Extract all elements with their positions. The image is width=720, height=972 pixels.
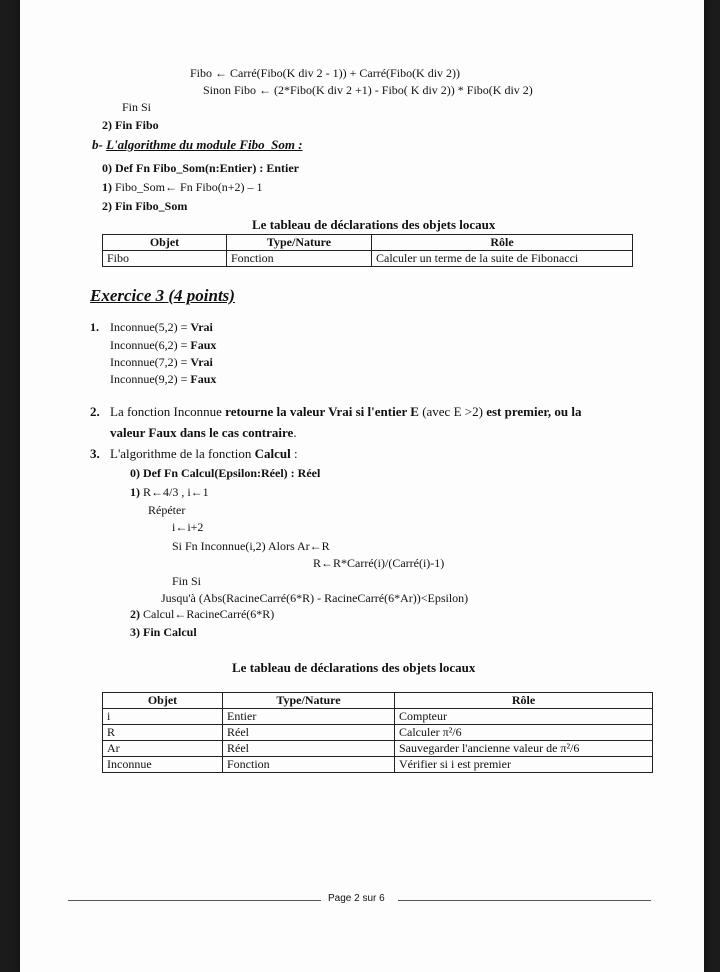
declarations-table-2: [102, 692, 653, 773]
fibo-fin-si: Fin Si: [122, 100, 152, 114]
q1-line-3: Inconnue(7,2) = Vrai: [110, 355, 213, 369]
calcul-jusqua: Jusqu'à (Abs(RacineCarré(6*R) - RacineCarré(6*Ar))<Epsilon): [161, 591, 469, 605]
fibo-step2: 2) Fin Fibo: [102, 118, 159, 132]
q3-number: 3.: [90, 446, 100, 461]
header-type: Type/Nature: [227, 235, 372, 251]
table-row: R Réel Calculer π²/6: [103, 725, 653, 741]
calcul-si: Si Fn Inconnue(i,2) Alors Ar←R: [172, 539, 330, 553]
q1-line-1: Inconnue(5,2) = Vrai: [110, 320, 213, 334]
section-b-step-1: 1) Fibo_Som← Fn Fibo(n+2) – 1: [102, 180, 263, 194]
page-number: Page 2 sur 6: [328, 893, 385, 904]
table-row: i Entier Compteur: [103, 709, 653, 725]
declarations-table-1: [102, 234, 633, 267]
q2-text-line-2: valeur Faux dans le cas contraire.: [110, 425, 297, 440]
table1-caption: Le tableau de déclarations des objets locaux: [252, 217, 496, 232]
calcul-step-3: 3) Fin Calcul: [130, 625, 197, 639]
table2-caption: Le tableau de déclarations des objets locaux: [232, 660, 476, 675]
q3-heading: L'algorithme de la fonction Calcul :: [110, 446, 298, 461]
calcul-step-0: 0) Def Fn Calcul(Epsilon:Réel) : Réel: [130, 466, 321, 480]
calcul-step-1: 1) R←4/3 , i←1: [130, 485, 209, 499]
calcul-fin-si: Fin Si: [172, 574, 202, 588]
exercice-3-title: Exercice 3 (4 points): [90, 286, 235, 305]
section-b-step-2: 2) Fin Fibo_Som: [102, 199, 188, 213]
table-header-row: [103, 235, 633, 251]
q1-number: 1.: [90, 320, 99, 334]
document-page: [20, 0, 704, 972]
calcul-assign: R←R*Carré(i)/(Carré(i)-1): [313, 556, 445, 570]
header-type: Type/Nature: [223, 693, 395, 709]
header-role: Rôle: [372, 235, 633, 251]
table-header-row: [103, 693, 653, 709]
section-b-heading: b- L'algorithme du module Fibo_Som :: [92, 137, 303, 152]
calcul-step-2: 2) Calcul←RacineCarré(6*R): [130, 607, 275, 621]
section-b-step-0: 0) Def Fn Fibo_Som(n:Entier) : Entier: [102, 161, 299, 175]
q1-line-4: Inconnue(9,2) = Faux: [110, 372, 217, 386]
table-row: Inconnue Fonction Vérifier si i est premier: [103, 757, 653, 773]
footer-rule-left: [68, 900, 321, 901]
table-row: Fibo Fonction Calculer un terme de la suite de Fibonacci: [103, 251, 633, 267]
calcul-repeter: Répéter: [148, 503, 186, 517]
q1-line-2: Inconnue(6,2) = Faux: [110, 338, 217, 352]
header-role: Rôle: [395, 693, 653, 709]
fibo-line-1: Fibo ← Carré(Fibo(K div 2 - 1)) + Carré(Fibo(K div 2)): [190, 66, 461, 80]
q2-number: 2.: [90, 404, 100, 419]
calcul-increment: i←i+2: [172, 520, 204, 534]
table-row: Ar Réel Sauvegarder l'ancienne valeur de π²/6: [103, 741, 653, 757]
header-objet: Objet: [103, 693, 223, 709]
footer-rule-right: [398, 900, 651, 901]
fibo-line-2: Sinon Fibo ← (2*Fibo(K div 2 +1) - Fibo( K div 2)) * Fibo(K div 2): [203, 83, 533, 97]
q2-text-line-1: La fonction Inconnue retourne la valeur Vrai si l'entier E (avec E >2) est premier, ou la: [110, 404, 582, 419]
header-objet: Objet: [103, 235, 227, 251]
